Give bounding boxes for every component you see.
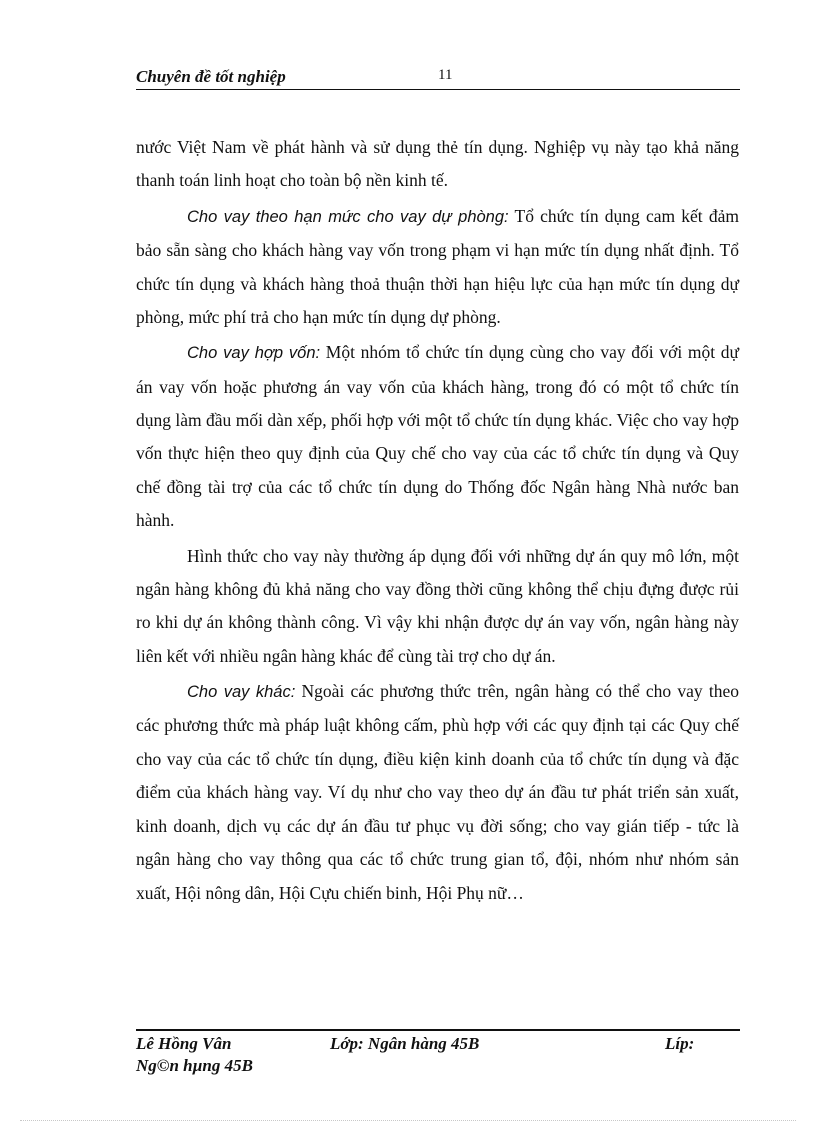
paragraph bbox=[136, 540, 739, 674]
paragraph-text: Ngoài các phương thức trên, ngân hàng có thể cho vay theo các phương thức mà pháp luật không cấm, phù hợp với các quy định tại các Quy chế cho vay của các tổ chức tín dụng, điều kiện kinh doanh của tổ chức tín dụng và đặc điểm của khách hàng vay. Ví dụ như cho vay theo dự án đầu tư phát triển sản xuất, kinh doanh, dịch vụ các dự án đầu tư phục vụ đời sống; cho vay gián tiếp - tức là ngân hàng cho vay thông qua các tổ chức trung gian tổ, đội, nhóm như nhóm sản xuất, Hội nông dân, Hội Cựu chiến binh, Hội Phụ nữ… bbox=[136, 681, 739, 903]
footer-author: Lê Hồng Vân bbox=[136, 1034, 232, 1053]
page-number: 11 bbox=[438, 67, 453, 83]
page-edge-dots bbox=[20, 1120, 796, 1121]
footer-major: Ng©n hµng 45B bbox=[136, 1056, 253, 1075]
footer-lop: Líp: bbox=[665, 1034, 695, 1053]
paragraph bbox=[136, 675, 739, 910]
paragraph-text: Một nhóm tổ chức tín dụng cùng cho vay đối với một dự án vay vốn hoặc phương án vay vốn của khách hàng, trong đó có một tổ chức tín dụng làm đầu mối dàn xếp, phối hợp với một tổ chức tín dụng khác. Việc cho vay hợp vốn thực hiện theo quy định của Quy chế cho vay của các tổ chức tín dụng và Quy chế đồng tài trợ của các tổ chức tín dụng do Thống đốc Ngân hàng Nhà nước ban hành. bbox=[136, 342, 739, 531]
paragraph bbox=[136, 131, 739, 198]
paragraph bbox=[136, 336, 739, 537]
footer-class: Lớp: Ngân hàng 45B bbox=[330, 1034, 480, 1053]
header-divider bbox=[136, 89, 740, 90]
paragraph-text: Tổ chức tín dụng cam kết đảm bảo sẵn sàng cho khách hàng vay vốn trong phạm vi hạn mức tín dụng nhất định. Tổ chức tín dụng và khách hàng thoả thuận thời hạn hiệu lực của hạn mức tín dụng dự phòng, mức phí trả cho hạn mức tín dụng dự phòng. bbox=[136, 205, 739, 327]
paragraph-term: Cho vay theo hạn mức cho vay dự phòng: bbox=[187, 207, 509, 226]
paragraph bbox=[136, 200, 739, 335]
header-title: Chuyên đề tốt nghiệp bbox=[136, 67, 286, 86]
paragraph-term: Cho vay khác: bbox=[187, 683, 296, 702]
footer-divider bbox=[136, 1029, 740, 1031]
paragraph-term: Cho vay hợp vốn: bbox=[187, 344, 321, 363]
paragraph-text: Hình thức cho vay này thường áp dụng đối với những dự án quy mô lớn, một ngân hàng không đủ khả năng cho vay đồng thời cũng không thể chịu đựng được rủi ro khi dự án không thành công. Vì vậy khi nhận được dự án vay vốn, ngân hàng này liên kết với nhiều ngân hàng khác để cùng tài trợ cho dự án. bbox=[136, 545, 739, 666]
document-body bbox=[136, 131, 739, 912]
paragraph-text: nước Việt Nam về phát hành và sử dụng thẻ tín dụng. Nghiệp vụ này tạo khả năng thanh toán linh hoạt cho toàn bộ nền kinh tế. bbox=[136, 137, 739, 191]
